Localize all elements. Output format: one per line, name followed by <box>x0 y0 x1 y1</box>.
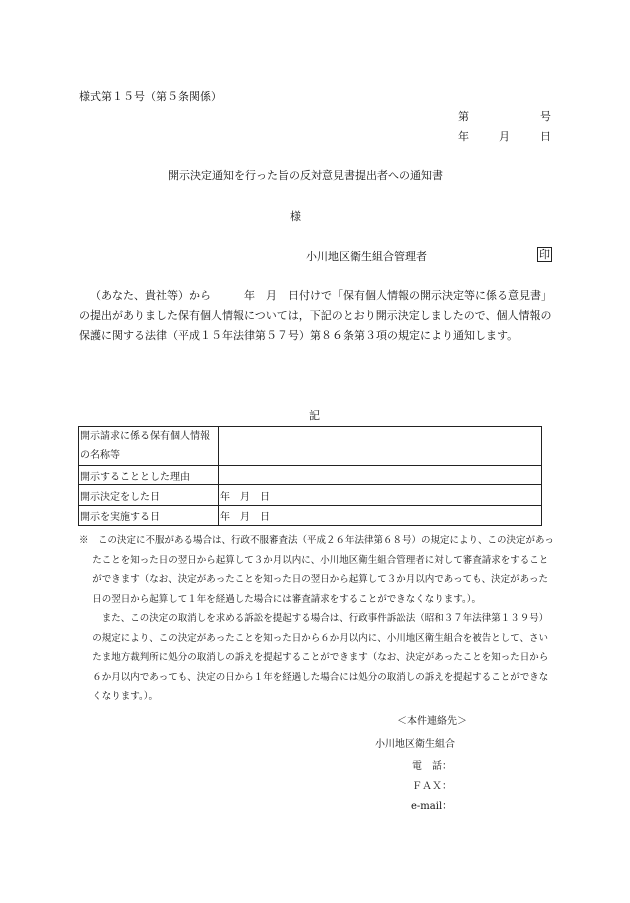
sender-name: 小川地区衛生組合管理者 <box>306 250 427 263</box>
row-value <box>219 466 542 485</box>
doc-date-year: 年 <box>458 130 469 143</box>
contact-org: 小川地区衛生組合 <box>375 739 455 750</box>
row-value: 年 月 日 <box>219 506 542 526</box>
ki-heading: 記 <box>309 409 320 422</box>
doc-number-prefix: 第 <box>458 110 469 123</box>
contact-fax: ＦＡＸ： <box>412 781 452 792</box>
seal-mark: 印 <box>539 248 550 261</box>
contact-phone: 電 話： <box>412 761 452 772</box>
addressee-suffix: 様 <box>290 210 301 223</box>
table-row <box>79 427 542 466</box>
doc-number-suffix: 号 <box>540 110 551 123</box>
table-row <box>79 466 542 485</box>
table-row <box>79 485 542 506</box>
info-table <box>78 426 542 526</box>
contact-heading: ＜本件連絡先＞ <box>397 716 467 727</box>
doc-date-day: 日 <box>540 130 551 143</box>
row-label: 開示請求に係る保有個人情報の名称等 <box>79 427 219 466</box>
row-value: 年 月 日 <box>219 485 542 506</box>
note-lawsuit: また、この決定の取消しを求める訴訟を提起する場合は、行政事件訴訟法（昭和３７年法律第１３９号）の規定により、この決定があったことを知った日から６か月以内に、小川地区衛生組合を被告として、さいたま地方裁判所に処分の取消しの訴えを提起することができます（なお、決定があったことを知った日から６か月以内であっても、決定の日から１年を経過した場合には処分の取消しの訴えを提起することができなくなります。）。 <box>92 613 549 702</box>
row-label: 開示決定をした日 <box>79 485 219 506</box>
row-value <box>219 427 542 466</box>
row-label: 開示することとした理由 <box>79 466 219 485</box>
notes-section <box>79 531 557 707</box>
notice-body: （あなた、貴社等）から 年 月 日付けで「保有個人情報の開示決定等に係る意見書」の提出がありました保有個人情報については，下記のとおり開示決定しましたので、個人情報の保護に関する法律（平成１５年法律第５７号）第８６条第３項の規定により通知します。 <box>79 289 552 342</box>
document-title: 開示決定通知を行った旨の反対意見書提出者への通知書 <box>168 169 443 182</box>
row-label: 開示を実施する日 <box>79 506 219 526</box>
contact-email: e-mail： <box>411 801 453 812</box>
note-appeal: ※ この決定に不服がある場合は、行政不服審査法（平成２６年法律第６８号）の規定により、この決定があったことを知った日の翌日から起算して３か月以内に、小川地区衛生組合管理者に対して審査請求をすることができます（なお、決定があったことを知った日の翌日から起算して３か月以内であっても、決定があった日の翌日から起算して１年を経過した場合には審査請求をすることができなくなります。）。 <box>79 535 554 605</box>
table-row <box>79 506 542 526</box>
doc-date-month: 月 <box>499 130 510 143</box>
form-number-label: 様式第１５号（第５条関係） <box>79 90 222 103</box>
